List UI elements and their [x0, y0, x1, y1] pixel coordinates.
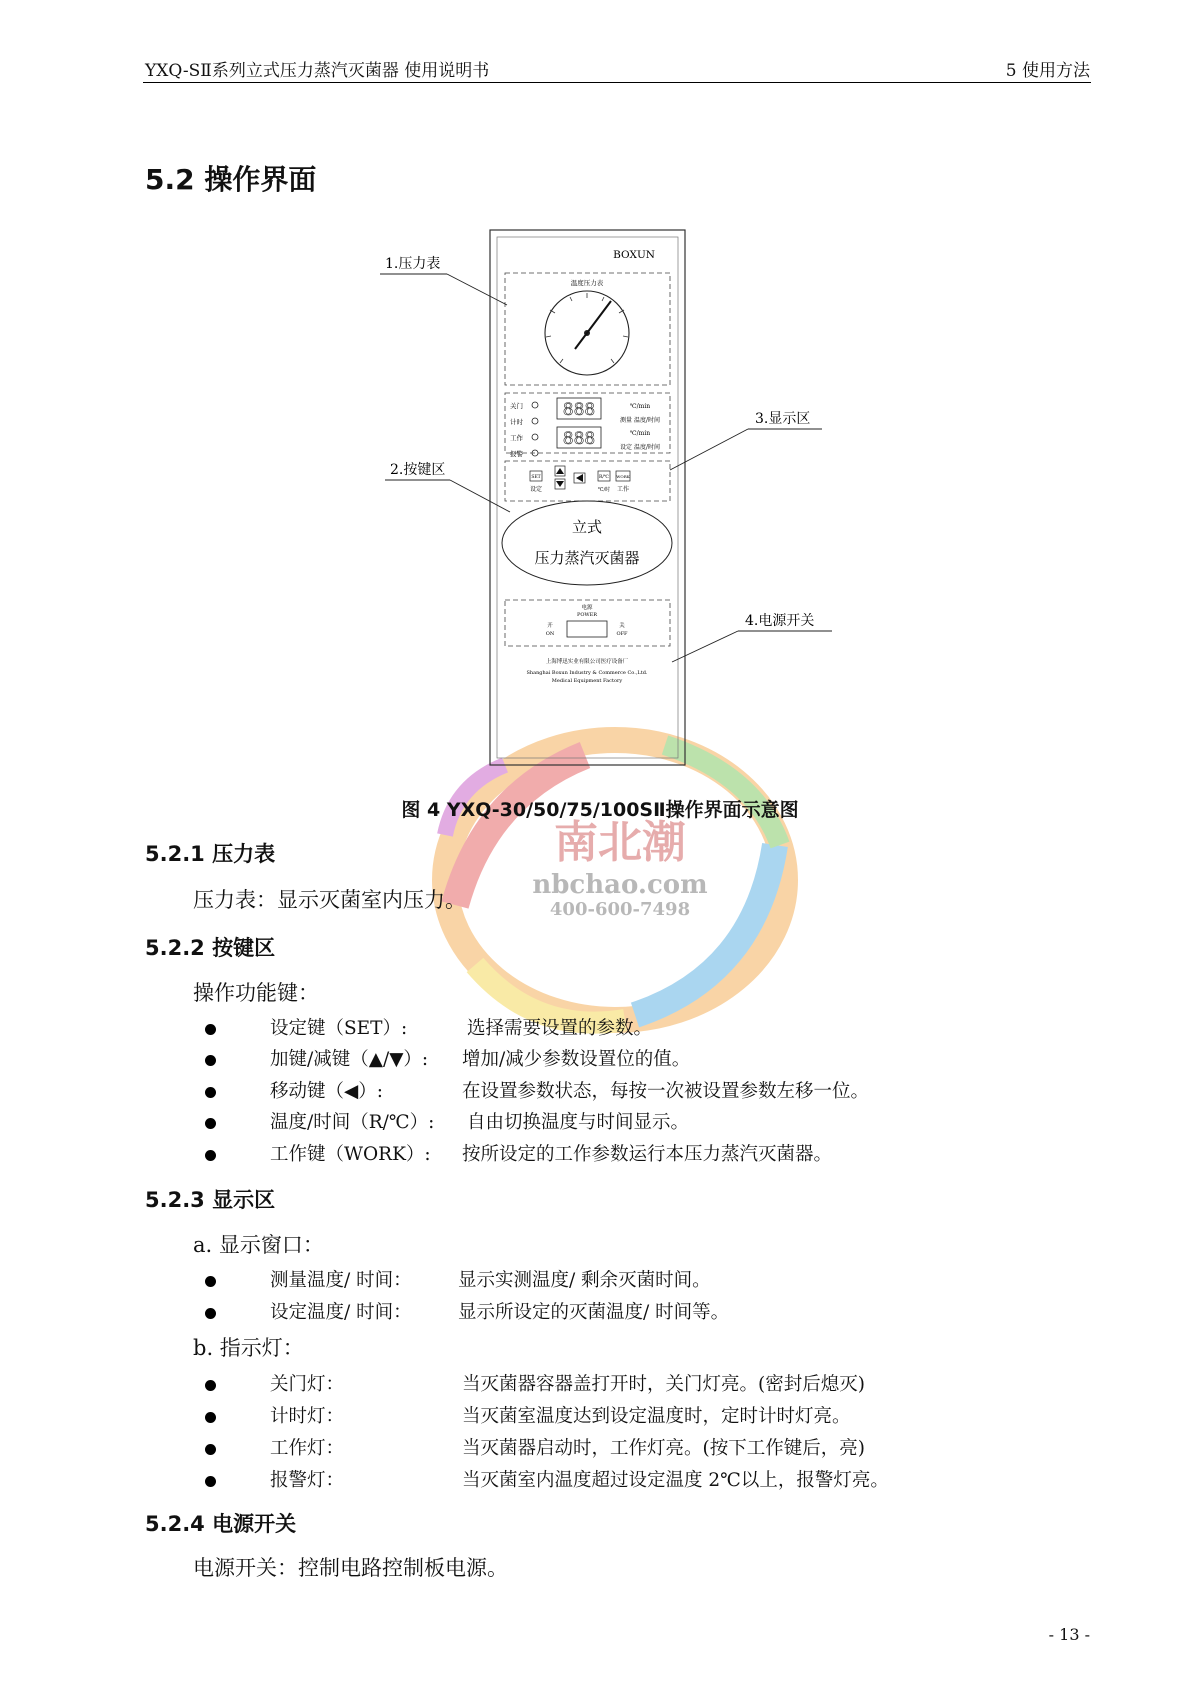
unit-measured: ℃/min [629, 403, 651, 410]
indicator-lights [510, 401, 538, 458]
item-desc: 增加/减少参数设置位的值。 [462, 1049, 691, 1070]
list-item [205, 1370, 865, 1396]
item-label: 加键/减键（▲/▼）: [270, 1049, 429, 1070]
item-label: 关门灯： [270, 1374, 345, 1395]
on-label-en: ON [545, 631, 555, 637]
watermark-site: nbchao.com [532, 870, 708, 900]
item-desc: 选择需要设置的参数。 [467, 1018, 653, 1039]
rc-key-text: R/℃ [599, 475, 609, 480]
power-switch [567, 621, 607, 637]
callout-display-leader [670, 429, 748, 470]
item-label: 设定温度/ 时间： [270, 1302, 412, 1323]
sub-a: a. 显示窗口： [193, 1233, 324, 1257]
item-desc: 当灭菌室内温度超过设定温度 2℃以上，报警灯亮。 [462, 1470, 889, 1491]
brand-label: BOXUN [613, 249, 655, 261]
nameplate-line2: 压力蒸汽灭菌器 [534, 549, 640, 567]
item-label: 工作灯： [270, 1438, 345, 1459]
bullet-icon [205, 1024, 216, 1035]
bullet-icon [205, 1118, 216, 1129]
item-desc: 显示所设定的灭菌温度/ 时间等。 [458, 1302, 730, 1323]
item-label: 计时灯： [270, 1406, 345, 1427]
sub-b: b. 指示灯： [193, 1336, 304, 1360]
figure-caption: 图 4 YXQ-30/50/75/100SⅡ操作界面示意图 [401, 799, 799, 821]
list-item [205, 1298, 730, 1324]
bullet-icon [205, 1276, 216, 1287]
bullet-icon [205, 1087, 216, 1098]
set-key-label: 设定 [529, 486, 543, 493]
callout-power-leader [672, 631, 738, 662]
item-desc: 显示实测温度/ 剩余灭菌时间。 [458, 1270, 711, 1291]
item-desc: 当灭菌器容器盖打开时，关门灯亮。(密封后熄灭) [462, 1374, 865, 1395]
item-label: 设定键（SET）: [270, 1018, 408, 1039]
work-key-text: WORK [616, 474, 630, 479]
header-chapter: 5 使用方法 [1005, 61, 1090, 81]
nameplate-line1: 立式 [571, 518, 603, 536]
gauge-ticks [546, 293, 628, 363]
heading-522: 5.2.2 按键区 [145, 936, 276, 960]
list-item [205, 1108, 690, 1134]
maker-en-1: Shanghai Boxun Industry & Commerce Co.,Ltd. [526, 670, 648, 676]
down-arrow-icon [556, 481, 564, 487]
indicator-label-alarm: 报警 [510, 450, 523, 458]
header-title: YXQ-SⅡ系列立式压力蒸汽灭菌器 使用说明书 [145, 61, 490, 81]
list-item [205, 1140, 833, 1166]
item-desc: 自由切换温度与时间显示。 [467, 1112, 690, 1133]
up-arrow-icon [556, 468, 564, 474]
item-label: 测量温度/ 时间： [270, 1270, 412, 1291]
panel-outer-frame [490, 230, 685, 765]
work-key-label: 工作 [616, 486, 630, 493]
callout-gauge-leader [447, 274, 507, 305]
watermark-cn: 南北潮 [554, 817, 686, 868]
list-item [205, 1045, 691, 1071]
section-title: 5.2 操作界面 [145, 163, 317, 196]
panel-diagram [370, 225, 850, 770]
power-label-en: POWER [576, 612, 598, 618]
indicator-label-work: 工作 [510, 434, 523, 442]
unit-set: ℃/min [629, 430, 651, 437]
callout-display: 3.显示区 [755, 411, 811, 427]
list-item [205, 1434, 865, 1460]
gauge-title: 温度压力表 [570, 279, 604, 287]
work-light-icon [532, 434, 538, 440]
item-label: 工作键（WORK）: [270, 1144, 431, 1165]
gauge-region [505, 273, 670, 385]
callout-power: 4.电源开关 [745, 613, 815, 629]
list-item [205, 1077, 870, 1103]
timer-light-icon [532, 418, 538, 424]
header-rule [143, 82, 1091, 83]
item-label: 报警灯： [270, 1470, 345, 1491]
item-desc: 按所设定的工作参数运行本压力蒸汽灭菌器。 [462, 1144, 833, 1165]
measured-digits: 888 [562, 400, 596, 420]
bullet-icon [205, 1308, 216, 1319]
callout-keys: 2.按键区 [390, 462, 446, 478]
label-set: 设定 温度/时间 [620, 444, 660, 451]
nameplate-oval [502, 501, 672, 585]
gauge-needle [587, 301, 611, 333]
left-arrow-icon [576, 474, 583, 482]
bullet-icon [205, 1055, 216, 1066]
indicator-label-timer: 计时 [510, 418, 523, 426]
watermark-phone: 400-600-7498 [549, 899, 691, 920]
item-desc: 当灭菌室温度达到设定温度时，定时计时灯亮。 [462, 1406, 851, 1427]
off-label-en: OFF [616, 631, 628, 637]
item-desc: 在设置参数状态，每按一次被设置参数左移一位。 [462, 1081, 870, 1102]
gauge-needle-tail [575, 333, 587, 349]
text-524: 电源开关：控制电路控制板电源。 [193, 1556, 508, 1580]
on-label-cn: 开 [547, 623, 553, 629]
intro-522: 操作功能键： [193, 981, 319, 1005]
text-521: 压力表：显示灭菌室内压力。 [193, 888, 466, 912]
bullet-icon [205, 1412, 216, 1423]
heading-521: 5.2.1 压力表 [145, 842, 276, 866]
list-item [205, 1402, 851, 1428]
door-light-icon [532, 402, 538, 408]
indicator-label-door: 关门 [510, 402, 523, 410]
maker-en-2: Medical Equipment Factory [551, 678, 623, 684]
page-number: - 13 - [1048, 1625, 1090, 1644]
bullet-icon [205, 1150, 216, 1161]
heading-524: 5.2.4 电源开关 [145, 1512, 297, 1536]
label-measured: 测量 温度/时间 [620, 417, 660, 424]
rc-key-label: ℃/时 [597, 487, 611, 493]
off-label-cn: 关 [619, 623, 625, 629]
heading-523: 5.2.3 显示区 [145, 1188, 276, 1212]
item-label: 温度/时间（R/℃）: [270, 1112, 435, 1133]
item-label: 移动键（◀）: [270, 1081, 383, 1102]
set-digits: 888 [562, 429, 596, 449]
callout-gauge: 1.压力表 [385, 256, 441, 272]
list-item [205, 1266, 711, 1292]
callout-keys-leader [450, 480, 510, 512]
bullet-icon [205, 1444, 216, 1455]
power-label-cn: 电源 [581, 605, 593, 611]
bullet-icon [205, 1476, 216, 1487]
maker-cn: 上海博迅实业有限公司医疗设备厂 [545, 659, 629, 665]
list-item [205, 1014, 653, 1040]
item-desc: 当灭菌器启动时，工作灯亮。(按下工作键后，亮) [462, 1438, 865, 1459]
list-item [205, 1466, 889, 1492]
bullet-icon [205, 1380, 216, 1391]
set-key-text: SET [531, 475, 541, 480]
